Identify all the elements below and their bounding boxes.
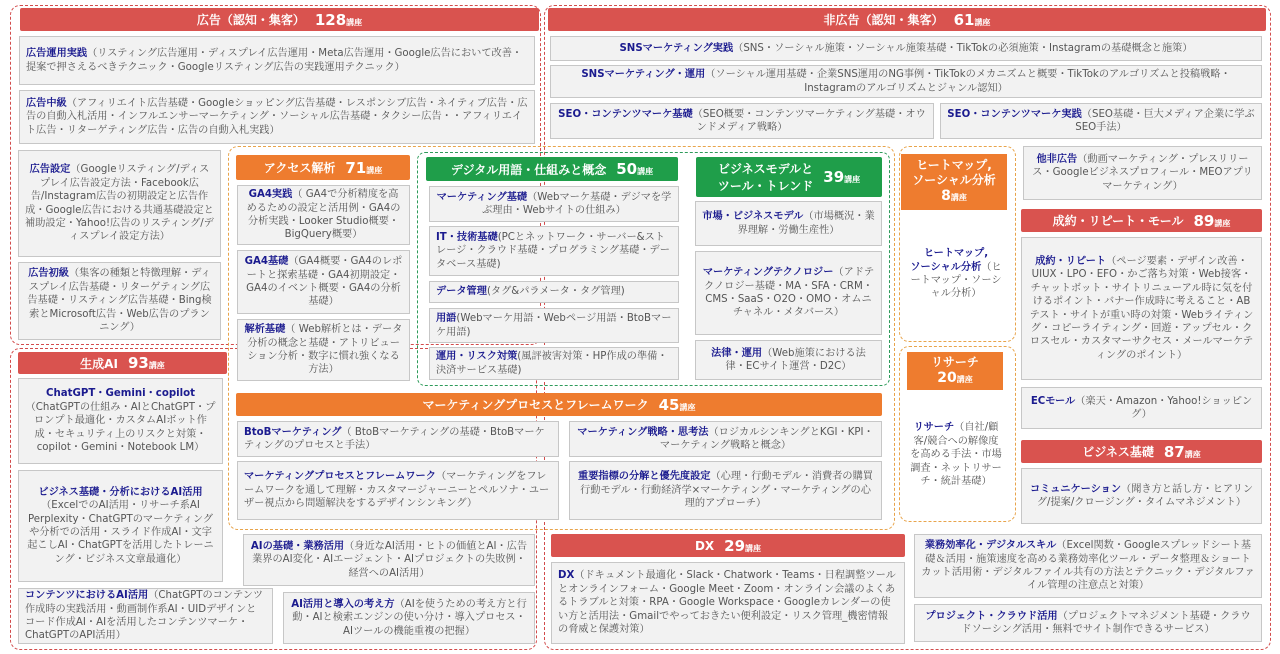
section-header-bizbasic xyxy=(1021,440,1262,463)
card-desc: （SNS・ソーシャル施策・ソーシャル施策基礎・TikTokの必須施策・Instagramの基礎概念と施策） xyxy=(733,42,1193,54)
card-title: ビジネス基礎・分析におけるAI活用 xyxy=(38,486,203,498)
section-unit: 講座 xyxy=(956,374,973,384)
card-title: DX xyxy=(558,570,575,582)
card-desc: （ Web解析とは・データ分析の概念と基礎・アトリビューション分析・数字に慣れ強くなる方法） xyxy=(247,324,403,376)
card-data-management xyxy=(429,281,679,303)
section-header-digital xyxy=(426,157,678,181)
card-desc: （GA4概要・GA4のレポートと探索基礎・GA4初期設定・GA4のイベント概要・GA4の分析基礎） xyxy=(246,256,403,308)
card-title: 市場・ビジネスモデル xyxy=(702,211,804,223)
section-count: 39 xyxy=(823,168,845,186)
card-other-nonad xyxy=(1023,146,1262,200)
section-header-conversion xyxy=(1021,209,1262,232)
section-title: デジタル用語・仕組みと概念 xyxy=(450,162,607,177)
section-count: 20 xyxy=(937,369,957,386)
card-title: プロジェクト・クラウド活用 xyxy=(925,610,1058,622)
card-desc: （ドキュメント最適化・Slack・Chatwork・Teams・日程調整ツールとオンラインフォーム・Google Meet・Zoom・オンライン会議のよくあるトラブルと対策・RPA・Google Workspace・Googleカレンダーの使い方と活用法・Gmailでやっておきたい便利設定・リスク管理_機密情報の脅威と保護対策） xyxy=(558,570,896,636)
card-desc: （動画マーケティング・プレスリリース・Googleビジネスプロフィール・MEOアプリマーケティング） xyxy=(1032,153,1253,192)
card-desc: （ロジカルシンキングとKGI・KPI・マーケティング戦略と概念） xyxy=(659,426,874,451)
section-title: リサーチ xyxy=(931,354,979,369)
card-desc: （Googleリスティング/ディスプレイ広告設定方法・Facebook広告/Instagram広告の初期設定と広告作成・Google広告における共通基礎設定と補助設定・Yahoo!広告のリスティング/ディスプレイ設定方法） xyxy=(25,164,214,243)
card-desc: （ExcelでのAI活用・リサーチ系AI Perplexity・ChatGPTのマーケティングや分析での活用・スライド作成AI・文字起こしAI・ChatGPTを活用したトレーニング・ビジネス文章最適化） xyxy=(27,500,214,565)
card-chatgpt xyxy=(18,378,223,464)
card-desc: （リスティング広告運用・ディスプレイ広告運用・Meta広告運用・Google広告において改善・提案で押さえるべきテクニック・Googleリスティング広告の実践運用テクニック） xyxy=(26,48,523,73)
card-title: AIの基礎・業務活用 xyxy=(250,540,345,552)
card-efficiency xyxy=(914,534,1262,598)
section-header-heatmap xyxy=(901,154,1007,210)
card-desc: （市場概況・業界理解・労働生産性） xyxy=(737,211,875,236)
card-title: 法律・運用 xyxy=(711,347,763,359)
section-header-nonad xyxy=(548,8,1266,31)
card-title: GA4実践 xyxy=(248,189,293,201)
section-title: 広告（認知・集客） xyxy=(196,13,305,27)
section-unit: 講座 xyxy=(346,17,363,27)
card-risk xyxy=(429,347,679,380)
section-title: ヒートマップ, ソーシャル分析 xyxy=(912,158,996,188)
card-title: AI活用と導入の考え方 xyxy=(291,598,395,610)
card-title: 運用・リスク対策 xyxy=(436,351,518,363)
section-unit: 講座 xyxy=(1184,449,1201,459)
card-title: マーケティング基礎 xyxy=(436,191,528,203)
card-desc: （アドテクノロジー基礎・MA・SFA・CRM・CMS・SaaS・O2O・OMO・オムニチャネル・メタバース） xyxy=(704,267,875,319)
section-unit: 講座 xyxy=(745,543,762,553)
section-title: ビジネス基礎 xyxy=(1082,445,1154,459)
section-title: 成約・リピート・モール xyxy=(1052,214,1184,228)
section-count: 29 xyxy=(724,536,746,555)
section-header-marketing xyxy=(236,393,882,416)
card-title: 用語 xyxy=(436,313,457,325)
card-title: リサーチ xyxy=(913,422,955,434)
card-desc: （ BtoBマーケティングの基礎・BtoBマーケティングのプロセスと手法） xyxy=(244,426,545,451)
section-unit: 講座 xyxy=(148,361,165,370)
card-ga4-basic xyxy=(237,250,410,314)
card-btob xyxy=(237,421,559,457)
card-communication xyxy=(1021,468,1262,524)
card-title: 重要指標の分解と優先度設定 xyxy=(578,471,711,483)
card-title: マーケティングプロセスとフレームワーク xyxy=(244,471,436,483)
card-desc: （Webマーケ基礎・デジマを学ぶ理由・Webサイトの仕組み） xyxy=(482,191,672,216)
card-title: ECモール xyxy=(1030,395,1076,407)
card-desc: （SEO概要・コンテンツマーケティング基礎・オウンドメディア戦略） xyxy=(692,108,926,133)
card-title: SEO・コンテンツマーケ実践 xyxy=(947,108,1082,120)
section-unit: 講座 xyxy=(679,402,696,412)
section-header-bizmodel xyxy=(696,157,882,197)
card-project-cloud xyxy=(914,604,1262,642)
card-title: 広告設定 xyxy=(29,164,71,176)
card-title: SNSマーケティング実践 xyxy=(619,42,734,54)
card-title: マーケティング戦略・思考法 xyxy=(577,426,709,438)
card-sns-operation xyxy=(550,65,1262,98)
card-title: 解析基礎 xyxy=(244,324,286,336)
section-count: 50 xyxy=(616,160,638,178)
section-count: 128 xyxy=(314,10,347,29)
section-header-dx xyxy=(551,534,905,557)
card-ai-basic xyxy=(243,534,535,586)
card-desc: （ページ要素・デザイン改善・UIUX・LPO・EFO・かご落ち対策・Web接客・チャットボット・サイトリニューアル時に気を付けるポイント・バナー作成時に考えること・ABテスト・サイトが重い時の対策・Webライティング・コピーライティング・回遊・アップセル・クロスセル・カスタマーサクセス・メールマーケティングのポイント） xyxy=(1029,255,1254,361)
card-title: コンテンツにおけるAI活用 xyxy=(25,590,149,602)
card-desc: （ChatGPTの仕組み・AIとChatGPT・プロンプト最適化・カスタムAIボット作成・セキュリティ上のリスクと対策・copilot・Gemini・Notebook LM） xyxy=(25,401,216,454)
card-title: SEO・コンテンツマーケ基礎 xyxy=(558,108,693,120)
card-it-basic xyxy=(429,226,679,276)
card-desc: （ChatGPTのコンテンツ作成時の実践活用・動画制作系AI・UIDデザインとコード作成AI・AIを活用したコンテンツマーケ・ChatGPTのAPI活用） xyxy=(25,590,264,642)
card-marketing-basic xyxy=(429,186,679,222)
card-ad-intermediate xyxy=(19,90,535,144)
card-ai-adoption xyxy=(283,592,535,644)
card-desc: （集客の種類と特徴理解・ディスプレイ広告基礎・リターゲティング広告基礎・リスティング広告基礎・Bing検索とMicrosoft広告・Web広告のプランニング） xyxy=(27,268,212,334)
section-title: ビジネスモデルと ツール・トレンド xyxy=(717,162,814,193)
card-desc: (風評被害対策・HP作成の準備・決済サービス基礎) xyxy=(436,351,668,376)
card-martech xyxy=(695,251,882,335)
card-conversion-repeat xyxy=(1021,237,1262,380)
section-title: マーケティングプロセスとフレームワーク xyxy=(422,398,649,412)
card-desc: （楽天・Amazon・Yahoo!ショッピング） xyxy=(1075,395,1253,420)
card-desc: （AIを使うための考え方と行動・AIと検索エンジンの使い分け・導入プロセス・AIツールの機能重複の把握） xyxy=(292,598,527,637)
card-desc: （アフィリエイト広告基礎・Googleショッピング広告基礎・レスポンシブ広告・ネイティブ広告・広告の自動入札活用・インフルエンサーマーケティング・ソーシャル広告基礎・タクシー広告・・アフィリエイト広告・リターゲティング広告・広告の自動入札実践） xyxy=(26,97,528,136)
section-count: 71 xyxy=(345,158,367,177)
card-title: 広告中級 xyxy=(26,97,67,109)
card-title: IT・技術基礎 xyxy=(436,231,498,243)
card-heatmap xyxy=(903,214,1009,334)
card-desc: (タグ&パラメータ・タグ管理) xyxy=(486,286,625,298)
card-desc: （マーケティングをフレームワークを通して理解・カスタマージャーニーとペルソナ・ユーザー視点から問題解決をするデザインシンキング） xyxy=(244,471,550,510)
card-ad-settings xyxy=(18,150,221,257)
card-ad-beginner xyxy=(18,262,221,340)
section-title: DX xyxy=(694,538,715,553)
card-research xyxy=(903,394,1009,516)
section-count: 87 xyxy=(1163,442,1185,461)
card-title: SNSマーケティング・運用 xyxy=(581,69,706,81)
card-title: 広告運用実践 xyxy=(26,48,88,60)
card-law xyxy=(695,340,882,380)
card-marketing-strategy xyxy=(569,421,882,457)
card-desc: （プロジェクトマネジメント基礎・クラウドソーシング活用・無料でサイト制作できるサービス） xyxy=(961,610,1251,635)
section-unit: 講座 xyxy=(366,165,383,175)
section-unit: 講座 xyxy=(950,193,967,203)
card-desc: （ GA4で分析精度を高めるための設定と活用例・GA4の分析実践・Looker Studio概要・BigQuery概要） xyxy=(246,189,401,241)
card-seo-basic xyxy=(550,103,934,139)
card-analytics-basic xyxy=(237,319,410,381)
section-unit: 講座 xyxy=(1214,218,1231,228)
section-title: アクセス解析 xyxy=(263,161,336,175)
card-marketing-process xyxy=(237,461,559,520)
card-desc: (Webマーケ用語・Webページ用語・BtoBマーケ用語) xyxy=(436,313,672,338)
section-unit: 講座 xyxy=(844,175,861,184)
card-ec-mall xyxy=(1021,387,1262,429)
card-dx xyxy=(551,562,905,644)
card-ad-operation xyxy=(19,36,535,85)
card-desc: （心理・行動モデル・消費者の購買行動モデル・行動経済学×マーケティング・マーケティングの心理的アプローチ） xyxy=(580,471,873,510)
card-sns-practice xyxy=(550,36,1262,61)
card-desc: （自社/顧客/競合への解像度を高める手法・市場調査・ネットリサーチ・統計基礎） xyxy=(910,422,1002,488)
card-title: 他非広告 xyxy=(1036,153,1078,165)
card-market-model xyxy=(695,201,882,246)
section-title: 生成AI xyxy=(80,356,118,371)
card-desc: （ヒートマップ・ソーシャル分析） xyxy=(910,261,1002,300)
section-count: 89 xyxy=(1193,211,1215,230)
card-title: ヒートマップ, ソーシャル分析 xyxy=(910,248,989,273)
card-ai-business xyxy=(18,470,223,582)
card-desc: （聞き方と話し方・ヒアリング/提案/クロージング・タイムマネジメント） xyxy=(1036,483,1254,508)
card-ga4-practice xyxy=(237,185,410,245)
card-terms xyxy=(429,308,679,343)
card-title: BtoBマーケティング xyxy=(244,426,342,438)
section-title: 非広告（認知・集客） xyxy=(823,13,944,27)
card-desc: （身近なAI活用・ヒトの価値とAI・広告業界のAI変化・AIエージェント・AIプロジェクトの失敗例・経営へのAI活用） xyxy=(252,540,528,579)
card-title: GA4基礎 xyxy=(244,256,289,268)
card-title: ChatGPT・Gemini・copilot xyxy=(46,388,195,400)
card-kpi-priority xyxy=(569,461,882,520)
card-title: 成約・リピート xyxy=(1035,255,1107,267)
card-ai-content xyxy=(18,588,273,644)
section-count: 8 xyxy=(941,188,951,205)
section-header-research xyxy=(907,352,1003,390)
section-count: 93 xyxy=(127,354,149,372)
section-header-genai xyxy=(18,352,227,374)
card-title: 業務効率化・デジタルスキル xyxy=(924,540,1057,552)
card-desc: （Web施策における法律・ECサイト運営・D2C） xyxy=(725,347,866,372)
section-unit: 講座 xyxy=(637,167,654,176)
card-title: マーケティングテクノロジー xyxy=(702,267,834,279)
section-count: 61 xyxy=(953,10,975,29)
card-title: コミュニケーション xyxy=(1029,483,1122,495)
card-desc: (PCとネットワーク・サーバー&ストレージ・クラウド基礎・プログラミング基礎・データベース基礎) xyxy=(436,231,670,270)
section-unit: 講座 xyxy=(974,17,991,27)
card-title: 広告初級 xyxy=(28,268,69,280)
card-seo-practice xyxy=(940,103,1262,139)
card-title: データ管理 xyxy=(436,286,487,298)
card-desc: （Excel関数・Googleスプレッドシート基礎＆活用・施策速度を高める業務効率化ツール・データ整理＆ショートカット活用術・デジタルファイル共有の方法とテクニック・デジタルファイル管理の注意点と対策） xyxy=(921,540,1255,592)
section-header-ad xyxy=(20,8,539,31)
section-count: 45 xyxy=(658,395,680,414)
card-desc: （ソーシャル運用基礎・企業SNS運用のNG事例・TikTokのメカニズムと概要・TikTokのアルゴリズムと投稿戦略・Instagramのアルゴリズムとジャンル認知） xyxy=(705,69,1231,94)
section-header-access xyxy=(236,155,410,180)
card-desc: （SEO基礎・巨大メディア企業に学ぶSEO手法） xyxy=(1075,108,1255,133)
